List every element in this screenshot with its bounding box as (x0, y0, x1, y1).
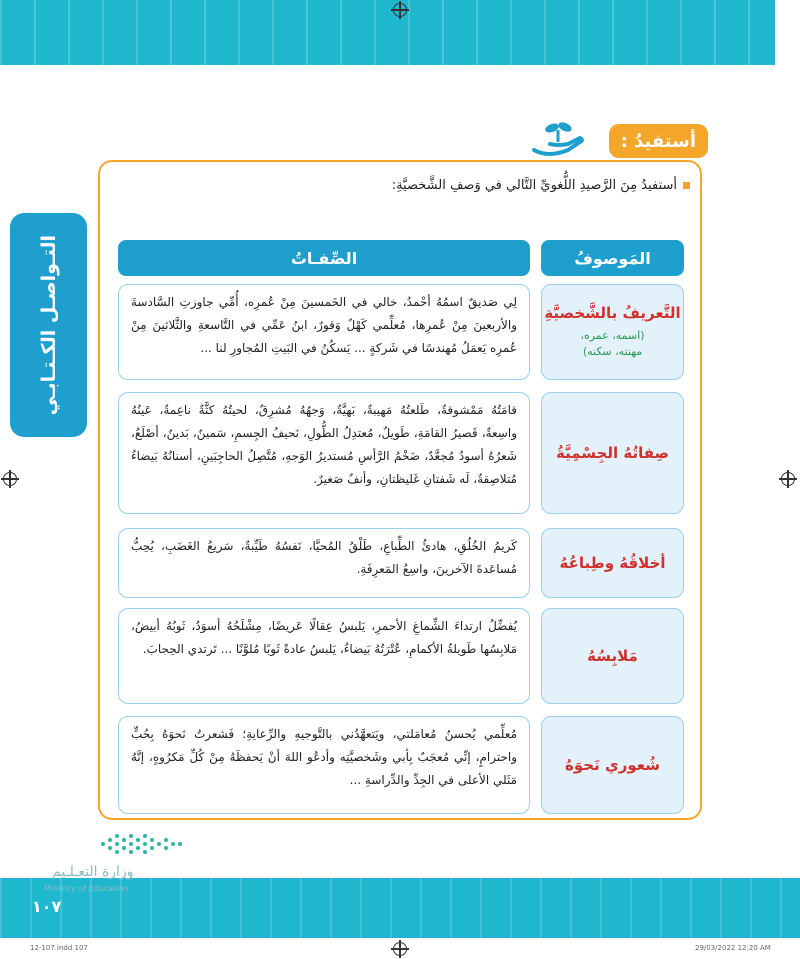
ministry-name-english: Ministry of Education (44, 884, 129, 893)
print-slug-date: 29/03/2022 12:20 AM (695, 944, 771, 952)
registration-mark-bottom-icon (393, 942, 407, 956)
row-label-physical (541, 392, 684, 514)
section-header (528, 120, 708, 162)
row-label-text: صِفاتُهُ الجِسْمِيَّةُ (556, 444, 669, 462)
instruction-line (392, 178, 690, 193)
ministry-logo-icon (98, 830, 188, 858)
row-text-character: كَريمُ الخُلُقِ، هادئُ الطِّباعِ، طَلْقُ المُحيَّا، نَفسُهُ طَيِّبةٌ، سَريعُ الغَضَبِ، يُحِبُّ مُساعَدةَ الآخرينَ، واسِعُ المَعرِفَةِ. (118, 528, 530, 598)
row-text-feelings: مُعلِّمي يُحسنُ مُعامَلتي، ويَتعهَّدُني بالتَّوجيهِ والرِّعايةِ؛ فَشعرتُ نَحوَهُ بِحُبٍّ واحترامٍ، إنِّي مُعجَبٌ بِأبي وشَخصيَّتِه وأدعُو اللهَ أنْ يَحفظَهُ مِنْ كُلِّ مَكرُوهٍ، إنَّهُ مَثَلي الأعلى في الجِدِّ والدِّراسةِ ... (118, 716, 530, 814)
top-margin (775, 0, 800, 65)
row-label-clothing (541, 608, 684, 704)
section-side-tab (10, 213, 87, 437)
instruction-text: أستفيدُ مِنَ الرَّصيدِ اللُّغويِّ التَّالي في وَصفِ الشَّخصيَّةِ: (391, 178, 677, 193)
column-header-described: المَوصوفُ (541, 240, 684, 276)
side-tab-label: التـواصـل الكـتـابـي (37, 234, 60, 416)
row-label-text: التَّعريفُ بالشَّخصيَّةِ (544, 303, 681, 322)
row-label-text: مَلابِسُهُ (587, 647, 638, 665)
row-label-identity (541, 284, 684, 380)
registration-mark-top-icon (393, 3, 407, 17)
hand-plant-icon (528, 120, 590, 160)
registration-mark-right-icon (781, 472, 795, 486)
row-text-physical: قامَتُهُ مَمْشوقةٌ، طَلعتُهُ مَهيبةٌ، بَهيَّةٌ، وَجهُهُ مُشرِقٌ، لحيتُهُ كثَّةٌ ناعِمةٌ، عَينُهُ واسِعةٌ، قَصيرُ القامَةِ، طَويلٌ، مُعتدِلُ الطُّولِ، نَحيفُ الجِسمِ، سَمينٌ، بَدينٌ، أصْلَعُ، شَعرُهُ أسودُ مُجعَّدٌ، ضَخْمُ الرَّأسِ مُستديرُ الوَجهِ، مُتَّصِلُ الحاجِبَينِ، أسنانُهُ بَيضاءُ مُتلاصِقةٌ، لَه شَفتانِ غَليظتانِ، وأنفٌ صَغيرٌ. (118, 392, 530, 514)
bullet-icon (683, 182, 690, 189)
row-label-feelings (541, 716, 684, 814)
registration-mark-left-icon (3, 472, 17, 486)
row-label-text: شُعوري نَحوَهُ (565, 756, 660, 774)
column-header-traits: الصِّفـاتُ (118, 240, 530, 276)
row-text-identity: لِي صَديقٌ اسمُهُ أحْمدُ، خالي في الخَمسينَ مِنْ عُمرِه، أُمِّي جاوزتِ السَّادسةَ والأربعينَ مِنْ عُمرِها، مُعلِّمي كَهْلٌ وَقورٌ، ابنُ عَمِّي في التَّاسعةِ والثَّلاثينَ مِنْ عُمرِه يَعمَلُ مُهندسًا في شَركةٍ ... يَسكُنُ في البَيتِ المُجاورِ لنا ... (118, 284, 530, 380)
top-banner (0, 0, 775, 65)
page-number: ١٠٧ (32, 897, 62, 916)
ministry-name-arabic: وزارة التعـلـيم (52, 864, 134, 880)
print-slug-file: 12-107.indd 107 (30, 944, 88, 952)
row-text-clothing: يُفضِّلُ ارتداءَ الشِّماغِ الأحمرِ، يَلبسُ عِقالًا عَريضًا، مِشْلَحُهُ أسوَدُ، ثَوبُهُ أبيضُ، مَلابِسُها طَويلةُ الأكمامِ، عُتْرَتُهُ بَيضاءُ، يَلبسُ عادةً ثَوبًا مُلوَّنًا ... تَرتدي الحِجابَ. (118, 608, 530, 704)
row-label-subtext: (اسمه، عمره، مهنته، سكنه) (580, 328, 645, 358)
row-label-text: أخلاقُهُ وطِباعُهُ (559, 554, 666, 572)
row-label-character (541, 528, 684, 598)
header-badge: أستفيدُ : (609, 124, 708, 158)
